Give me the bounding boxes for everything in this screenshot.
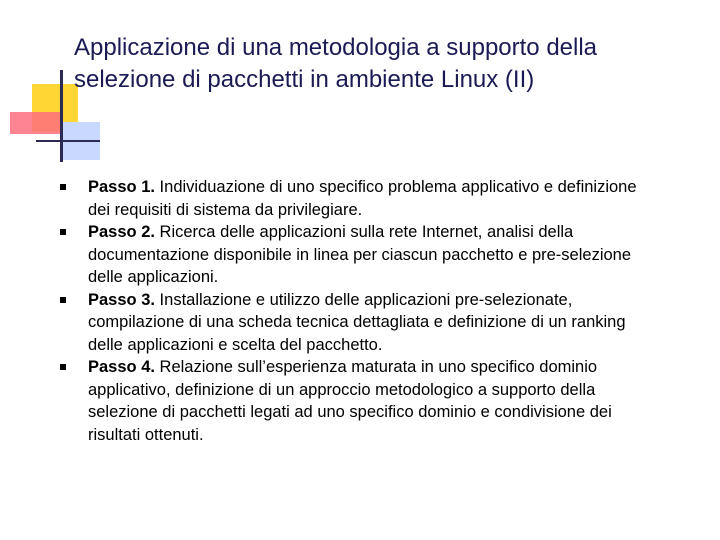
square-bullet-icon <box>60 364 66 370</box>
step-text: Installazione e utilizzo delle applicazioni pre-selezionate, compilazione di una scheda tecnica dettagliata e definizione di un ranking delle applicazioni e scelta del pacchetto. <box>88 290 626 354</box>
step-item <box>60 289 660 357</box>
step-item <box>60 356 660 446</box>
step-text: Individuazione di uno specifico problema applicativo e definizione dei requisiti di sistema da privilegiare. <box>88 178 637 219</box>
step-item <box>60 221 660 289</box>
step-label: Passo 2. <box>88 223 155 241</box>
square-bullet-icon <box>60 229 66 235</box>
square-bullet-icon <box>60 297 66 303</box>
steps-list <box>60 176 660 446</box>
pink-bar-decoration <box>10 112 60 134</box>
slide-title: Applicazione di una metodologia a supporto della selezione di pacchetti in ambiente Linux (II) <box>74 34 598 93</box>
step-text: Ricerca delle applicazioni sulla rete Internet, analisi della documentazione disponibile in linea per ciascun pacchetto e pre-selezione delle applicazioni. <box>88 223 632 286</box>
step-item <box>60 176 660 221</box>
step-label: Passo 3. <box>88 290 155 309</box>
square-bullet-icon <box>60 184 66 190</box>
step-label: Passo 4. <box>88 358 155 376</box>
vertical-line-decoration <box>60 70 63 162</box>
step-text: Relazione sull’esperienza maturata in uno specifico dominio applicativo, definizione di un approccio metodologico a supporto della selezione di pacchetti legati ad uno specifico dominio e condivisione dei risultati ottenuti. <box>88 358 612 444</box>
horizontal-line-decoration <box>36 140 100 142</box>
step-label: Passo 1. <box>88 178 155 196</box>
